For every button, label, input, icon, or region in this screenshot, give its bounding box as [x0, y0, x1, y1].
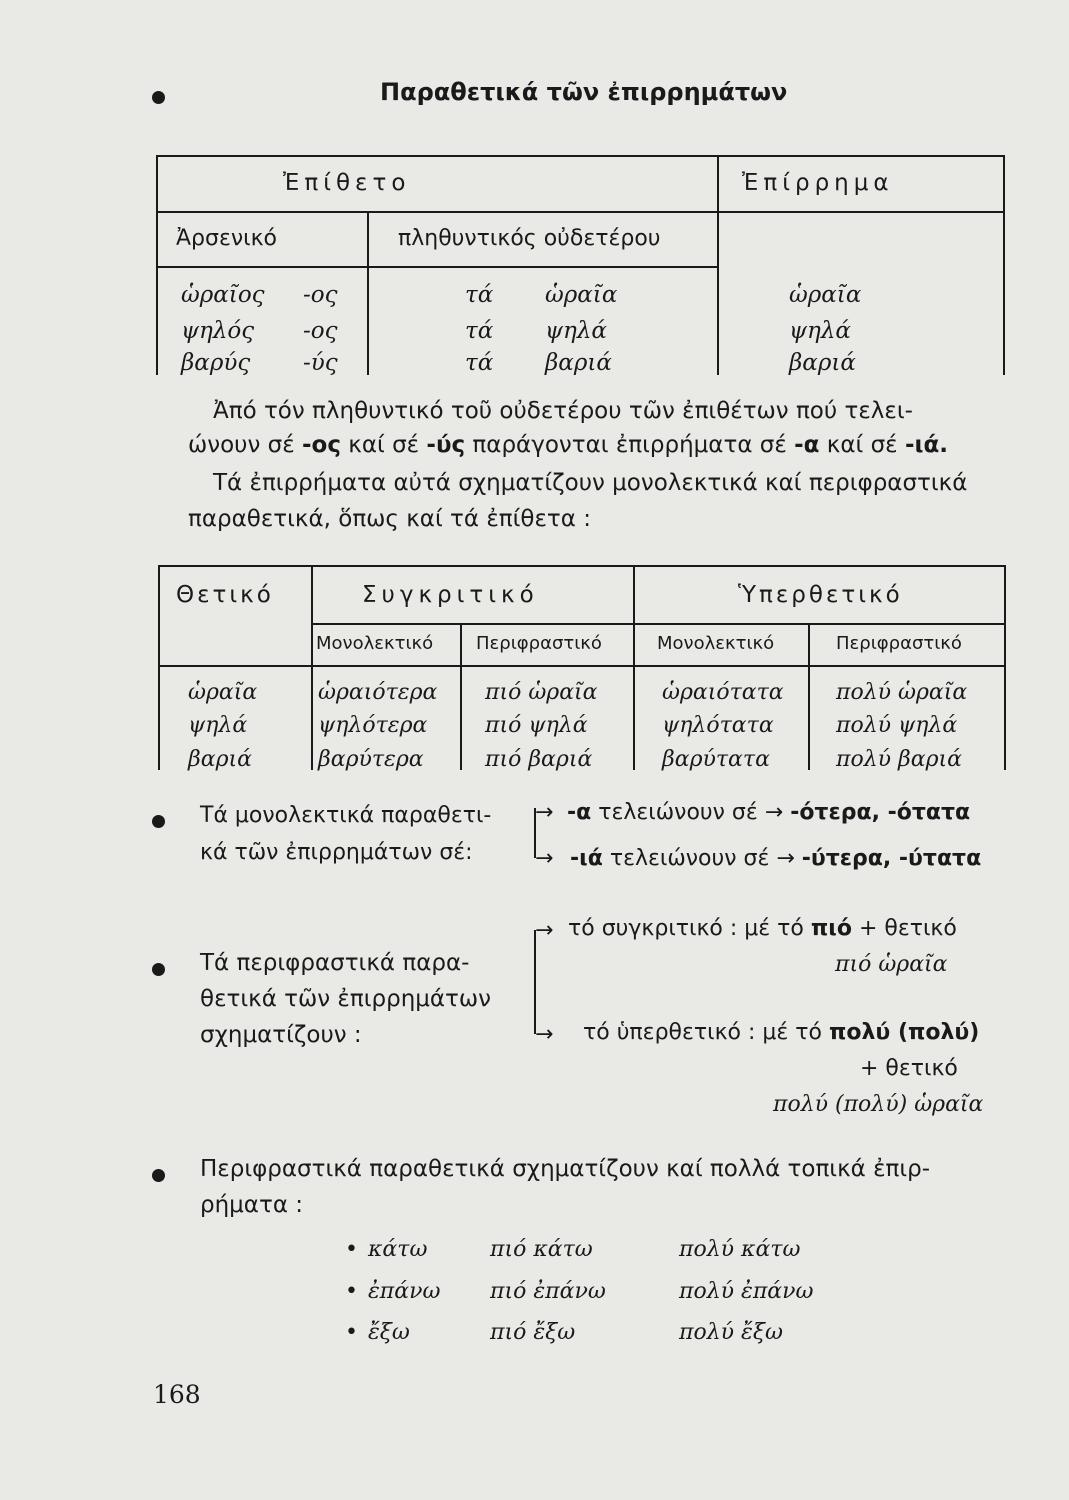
t1-article-2: τά	[465, 350, 494, 376]
t2-yp-mono-2: βαρύτατα	[662, 747, 770, 772]
paragraph-2-line-2: παραθετικά, ὅπως καί τά ἐπίθετα :	[188, 506, 591, 532]
rule-2-left-line-3: σχηματίζουν :	[200, 1022, 362, 1048]
r2-text: τελειώνουν σέ	[602, 846, 777, 871]
t1-plural-2: βαριά	[545, 350, 612, 376]
rule-2-superlative-example: πολύ (πολύ) ὡραῖα	[773, 1092, 984, 1117]
t1-stem-1: ψηλός	[181, 318, 255, 344]
rule-2-bracket	[534, 930, 536, 1034]
rule-1-left-line-1: Τά μονολεκτικά παραθετι-	[200, 803, 492, 828]
header-yperthetiko: Ὑπερθετικό	[738, 582, 903, 608]
paragraph-1-line-1: Ἀπό τόν πληθυντικό τοῦ οὐδετέρου τῶν ἐπιθέτων πού τελει-	[213, 398, 913, 424]
p1-suffix-os: -ος	[301, 432, 341, 458]
subheader-arseniko: Ἀρσενικό	[176, 226, 278, 251]
p1-suffix-ys: -ύς	[426, 432, 466, 458]
p1-suffix-a: -α	[794, 432, 820, 458]
p1-text-g: καί σέ	[819, 432, 905, 458]
rule-2-arrow-top: →	[535, 918, 554, 943]
yp-poly: πολύ (πολύ)	[828, 1020, 980, 1045]
rule-2-left-line-1: Τά περιφραστικά παρα-	[200, 950, 470, 976]
example-base: ἔξω	[368, 1320, 410, 1345]
paragraph-1-line-2	[188, 432, 948, 458]
t1-adverb-1: ψηλά	[789, 318, 851, 344]
rule-1-ending-ia	[570, 846, 981, 871]
rule-2-comparative	[568, 916, 957, 941]
t2-yp-mono-1: ψηλότατα	[662, 713, 774, 738]
rule-1-ending-a	[567, 800, 970, 825]
rule-1-arrow-top: →	[535, 800, 554, 825]
t2-thetiko-2: βαριά	[188, 747, 252, 772]
page-number: 168	[153, 1380, 201, 1409]
rule-2-left-line-2: θετικά τῶν ἐπιρρημάτων	[200, 986, 492, 1012]
t1-stem-0: ὡραῖος	[181, 282, 265, 308]
t2-thetiko-0: ὡραῖα	[188, 680, 258, 705]
rule-2-arrow-bottom: →	[535, 1022, 554, 1047]
t2-thetiko-1: ψηλά	[188, 713, 248, 738]
header-epitheto: Ἐπίθετο	[283, 170, 411, 196]
t2-syg-mono-0: ὡραιότερα	[318, 680, 438, 705]
r1-text: τελειώνουν σέ	[591, 800, 765, 825]
t2-yp-mono-0: ὡραιότατα	[662, 680, 784, 705]
header-sygkritiko: Συγκριτικό	[362, 582, 539, 608]
p1-text-a: ώνουν σέ	[188, 432, 302, 458]
r1-result: -ότερα, -ότατα	[790, 800, 971, 825]
rule-3-line-1: Περιφραστικά παραθετικά σχηματίζουν καί πολλά τοπικά ἐπιρ-	[200, 1156, 931, 1182]
t2-syg-peri-1: πιό ψηλά	[485, 713, 588, 738]
t2-syg-peri-2: πιό βαριά	[485, 747, 593, 772]
paragraph-2-line-1: Τά ἐπιρρήματα αὐτά σχηματίζουν μονολεκτικά καί περιφραστικά	[213, 470, 968, 496]
r2-result: -ύτερα, -ύτατα	[801, 846, 982, 871]
r1-arrow-icon: →	[764, 800, 784, 825]
example-bullet: •	[345, 1237, 358, 1262]
page-heading: Παραθετικά τῶν ἐπιρρημάτων	[380, 78, 788, 106]
t2-yp-peri-1: πολύ ψηλά	[836, 713, 958, 738]
p1-text-e: παράγονται ἐπιρρήματα σέ	[465, 432, 795, 458]
rule-2-bullet	[152, 963, 165, 976]
t2-syg-peri-0: πιό ὡραῖα	[485, 680, 598, 705]
t2-syg-mono-1: ψηλότερα	[318, 713, 428, 738]
t2-syg-mono-2: βαρύτερα	[318, 747, 424, 772]
example-bullet: •	[345, 1279, 358, 1304]
example-bullet: •	[345, 1320, 358, 1345]
p1-suffix-ia: -ιά.	[904, 432, 948, 458]
example-superlative: πολύ ἔξω	[679, 1320, 783, 1345]
t2-yp-peri-0: πολύ ὡραῖα	[836, 680, 968, 705]
example-superlative: πολύ ἐπάνω	[679, 1279, 814, 1304]
rule-2-superlative	[583, 1020, 979, 1045]
t2-yp-peri-2: πολύ βαριά	[836, 747, 963, 772]
rule-3-bullet	[152, 1169, 165, 1182]
rule-2-comparative-example: πιό ὡραῖα	[835, 952, 948, 977]
t1-ending-2: -ύς	[303, 350, 338, 376]
sub-perifrastiko: Περιφραστικό	[476, 633, 602, 654]
t1-stem-2: βαρύς	[181, 350, 251, 376]
p1-text-c: καί σέ	[340, 432, 427, 458]
heading-bullet	[152, 91, 165, 104]
t1-plural-1: ψηλά	[545, 318, 607, 344]
example-base: κάτω	[368, 1237, 428, 1262]
header-epirrima: Ἐπίρρημα	[742, 170, 894, 196]
sub-monolektiko: Μονολεκτικό	[316, 633, 434, 654]
syg-thetiko: + θετικό	[851, 916, 957, 941]
t1-article-1: τά	[465, 318, 494, 344]
example-comparative: πιό κάτω	[490, 1237, 593, 1262]
t1-plural-0: ὡραῖα	[545, 282, 618, 308]
syg-pio: πιό	[810, 916, 852, 941]
subheader-plural-neuter: πληθυντικός οὐδετέρου	[398, 226, 661, 251]
r2-arrow-icon: →	[776, 846, 795, 871]
t1-adverb-0: ὡραῖα	[789, 282, 862, 308]
rule-1-bullet	[152, 815, 165, 828]
example-superlative: πολύ κάτω	[679, 1237, 801, 1262]
r2-suffix-ia: -ιά	[570, 846, 603, 871]
header-thetiko: Θετικό	[176, 582, 274, 608]
t1-adverb-2: βαριά	[789, 350, 856, 376]
t1-ending-1: -ος	[303, 318, 338, 344]
rule-1-left-line-2: κά τῶν ἐπιρρημάτων σέ:	[200, 840, 473, 865]
yp-text: τό ὑπερθετικό : μέ τό	[583, 1020, 829, 1045]
sub-perifrastiko-2: Περιφραστικό	[836, 633, 962, 654]
example-base: ἐπάνω	[368, 1279, 441, 1304]
sub-monolektiko-2: Μονολεκτικό	[657, 633, 775, 654]
syg-text: τό συγκριτικό : μέ τό	[568, 916, 811, 941]
rule-2-superlative-thetiko: + θετικό	[860, 1056, 958, 1081]
example-comparative: πιό ἔξω	[490, 1320, 576, 1345]
t1-article-0: τά	[465, 282, 494, 308]
r1-suffix-a: -α	[567, 800, 592, 825]
t1-ending-0: -ος	[303, 282, 338, 308]
rule-1-arrow-bottom: →	[535, 846, 554, 871]
rule-3-line-2: ρήματα :	[200, 1192, 304, 1218]
example-comparative: πιό ἐπάνω	[490, 1279, 606, 1304]
